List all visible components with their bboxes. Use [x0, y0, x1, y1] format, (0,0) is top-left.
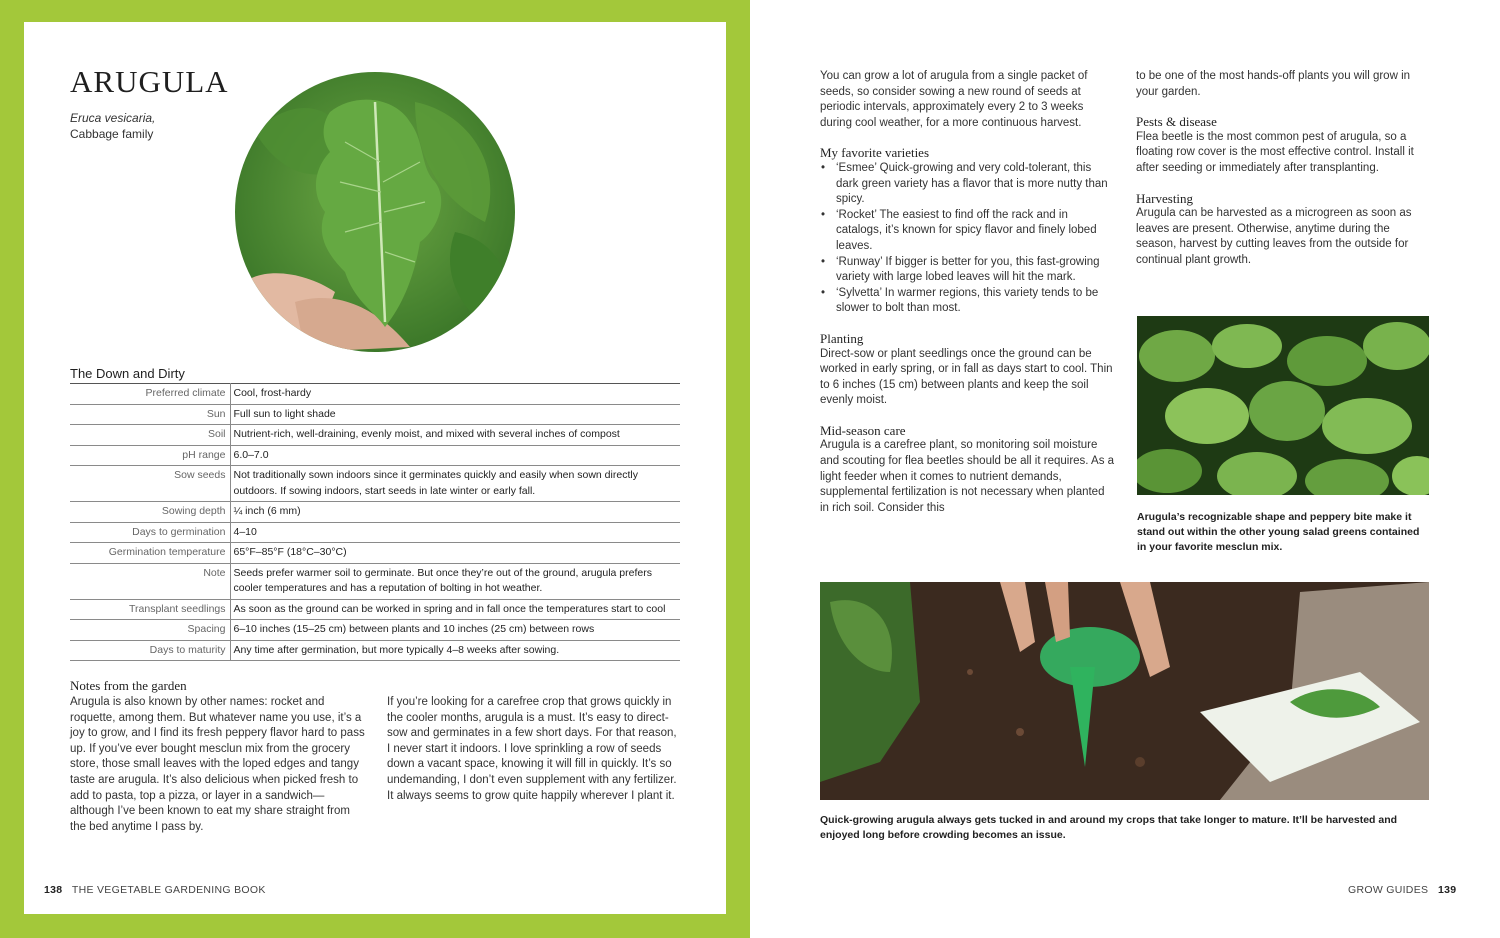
varieties-heading: My favorite varieties	[820, 145, 930, 161]
latin-name: Eruca vesicaria,	[70, 111, 156, 125]
table-heading: The Down and Dirty	[70, 366, 185, 381]
table-row-value: Not traditionally sown indoors since it germinates quickly and easily when sown directly outdoors. If sowing indoors, start seeds in late winter or early fall.	[230, 466, 680, 502]
seedlings-caption: Arugula’s recognizable shape and peppery bite make it stand out within the other young salad greens contained in your favorite mesclun mix.	[1137, 511, 1420, 553]
harvest-text: Arugula can be harvested as a microgreen as soon as leaves are present. Otherwise, anytime during the season, harvest by cutting leaves from the outside for continual plant growth.	[1136, 207, 1412, 266]
table-row	[70, 466, 680, 502]
table-row	[70, 425, 680, 446]
table-row-value: Nutrient-rich, well-draining, evenly moist, and mixed with several inches of compost	[230, 425, 680, 446]
table-row-value: 6–10 inches (15–25 cm) between plants and 10 inches (25 cm) between rows	[230, 620, 680, 641]
table-row-value: 6.0–7.0	[230, 445, 680, 466]
notes-column-1: Arugula is also known by other names: rocket and roquette, among them. But whatever name you use, it’s a joy to grow, and I find its fresh peppery flavor hard to pass up. If you’ve ever bought mesclun mix from the grocery store, those small leaves with the loped edges and tangy taste are arugula. It’s also delicious when picked fresh to add to pasta, top a pizza, or layer in a sandwich—although I’ve been known to eat my share straight from the bed anytime I pass by.	[70, 696, 365, 833]
table-row-label: Sun	[70, 404, 230, 425]
table-row-value: Full sun to light shade	[230, 404, 680, 425]
growing-info-table	[70, 383, 680, 661]
table-row-label: Transplant seedlings	[70, 599, 230, 620]
table-row	[70, 502, 680, 523]
seedlings-photo	[1137, 316, 1429, 495]
right-column-1	[820, 69, 1115, 516]
sowing-caption: Quick-growing arugula always gets tucked in and around my crops that take longer to mature. It’ll be harvested and enjoyed long before crowding becomes an issue.	[820, 814, 1398, 841]
table-row-label: Spacing	[70, 620, 230, 641]
notes-heading: Notes from the garden	[70, 678, 187, 693]
table-row-label: Soil	[70, 425, 230, 446]
left-folio	[44, 884, 266, 896]
intro-paragraph: You can grow a lot of arugula from a single packet of seeds, so consider sowing a new round of seeds at periodic intervals, approximately every 2 to 3 weeks during cool weather, for a more continuous harvest.	[820, 70, 1088, 129]
list-item: • ‘Runway’ If bigger is better for you, this fast-growing variety with large lobed leaves will hit the mark.	[820, 255, 1115, 286]
book-title: THE VEGETABLE GARDENING BOOK	[71, 884, 266, 896]
table-row	[70, 522, 680, 543]
table-row-value: Seeds prefer warmer soil to germinate. But once they’re out of the ground, arugula prefers cooler temperatures and has a reputation of bolting in hot weather.	[230, 563, 680, 599]
right-column-2	[1136, 69, 1431, 269]
table-row	[70, 384, 680, 405]
pests-heading: Pests & disease	[1136, 114, 1217, 130]
table-row-value: 4–10	[230, 522, 680, 543]
midseason-text: Arugula is a carefree plant, so monitoring soil moisture and scouting for flea beetles should be all it requires. As a light feeder when it comes to nutrient demands, supplemental fertilization is not necessary when planted in rich soil. Consider this	[820, 439, 1115, 514]
list-item: • ‘Esmee’ Quick-growing and very cold-tolerant, this dark green variety has a flavor that is more nutty than spicy.	[820, 161, 1115, 208]
table-row-label: Preferred climate	[70, 384, 230, 405]
section-label: GROW GUIDES	[1348, 884, 1429, 896]
table-row	[70, 404, 680, 425]
midseason-continued: to be one of the most hands-off plants you will grow in your garden.	[1136, 70, 1411, 98]
table-row-value: 65°F–85°F (18°C–30°C)	[230, 543, 680, 564]
right-page	[750, 0, 1500, 938]
harvest-heading: Harvesting	[1136, 190, 1194, 206]
table-row	[70, 599, 680, 620]
table-row-label: Germination temperature	[70, 543, 230, 564]
sowing-seeds-photo	[820, 582, 1429, 800]
pests-text: Flea beetle is the most common pest of arugula, so a floating row cover is the most effective control. Install it after seeding or immediately after transplanting.	[1136, 130, 1414, 174]
table-row-value: ¼ inch (6 mm)	[230, 502, 680, 523]
left-page-number: 138	[44, 884, 63, 896]
table-row-label: Days to germination	[70, 522, 230, 543]
planting-heading: Planting	[820, 330, 864, 346]
list-item: • ‘Rocket’ The easiest to find off the rack and in catalogs, it’s known for spicy flavor and finely lobed leaves.	[820, 208, 1115, 255]
page-title: ARUGULA	[70, 64, 229, 99]
table-row-label: Sowing depth	[70, 502, 230, 523]
table-row	[70, 563, 680, 599]
arugula-leaf-photo	[235, 72, 515, 352]
planting-text: Direct-sow or plant seedlings once the ground can be worked in early spring, or in fall as days start to cool. Thin to 6 inches (15 cm) between plants and keep the soil evenly moist.	[820, 347, 1113, 407]
right-page-number: 139	[1437, 884, 1457, 896]
list-item: • ‘Sylvetta’ In warmer regions, this variety tends to be slower to bolt than most.	[820, 286, 1115, 317]
varieties-list	[820, 161, 1115, 317]
table-row	[70, 640, 680, 661]
midseason-heading: Mid-season care	[820, 422, 906, 438]
table-row	[70, 620, 680, 641]
table-row-label: Note	[70, 563, 230, 599]
right-folio	[1348, 884, 1456, 896]
notes-column-2: If you’re looking for a carefree crop that grows quickly in the cooler months, arugula is a must. It’s easy to direct-sow and germinates in a few short days. For that reason, I never start it indoors. I love sprinkling a row of seeds down a vacant space, knowing it will fill in quickly. It’s so undemanding, I don’t even supplement with any fertilizer. It always seems to grow quite happily wherever I plant it.	[387, 696, 677, 802]
table-row-label: pH range	[70, 445, 230, 466]
table-row-value: Cool, frost-hardy	[230, 384, 680, 405]
table-row-label: Sow seeds	[70, 466, 230, 502]
table-row	[70, 543, 680, 564]
table-row-label: Days to maturity	[70, 640, 230, 661]
table-row	[70, 445, 680, 466]
table-row-value: As soon as the ground can be worked in spring and in fall once the temperatures start to cool	[230, 599, 680, 620]
table-row-value: Any time after germination, but more typically 4–8 weeks after sowing.	[230, 640, 680, 661]
plant-family: Cabbage family	[70, 127, 154, 141]
botanical-name	[70, 110, 155, 142]
